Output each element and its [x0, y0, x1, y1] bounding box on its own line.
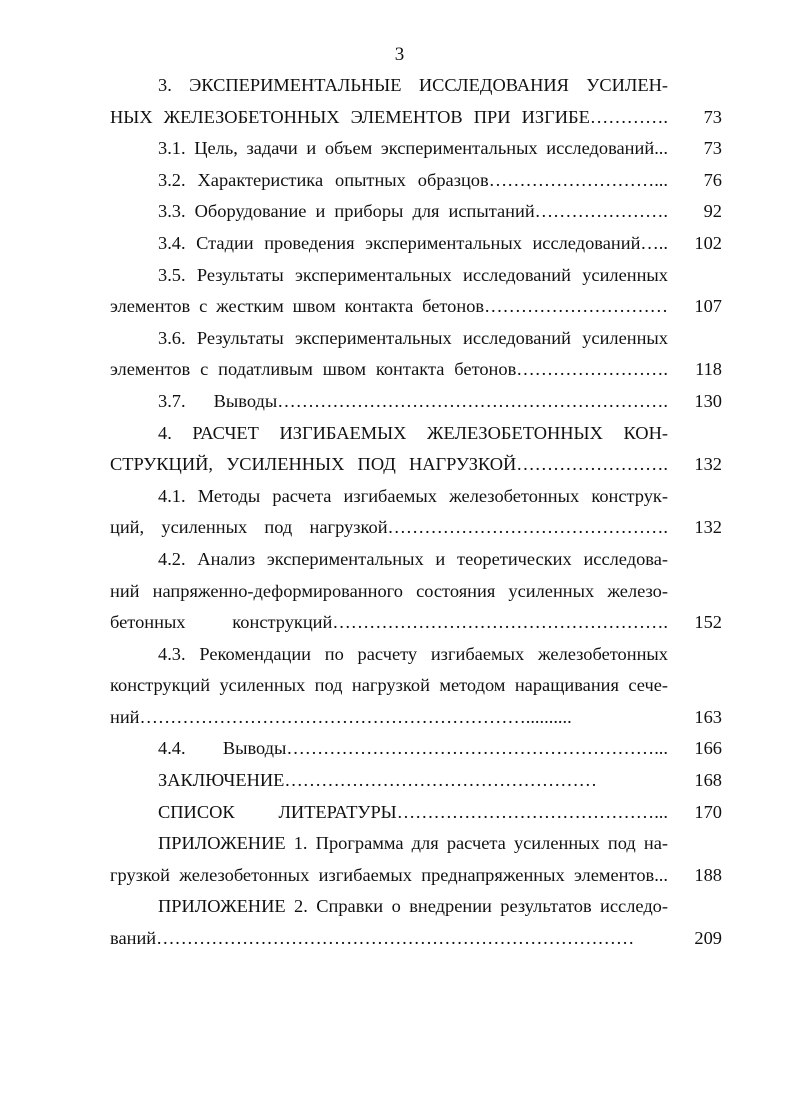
toc-page-number: 76: [703, 169, 722, 190]
toc-line: [110, 165, 722, 197]
toc-entry-text: грузкой железобетонных изгибаемых преднапряженных элементов...: [110, 864, 668, 885]
toc-entry-text: бетонных конструкций……………………………………………….: [110, 612, 668, 633]
toc-line: [110, 260, 722, 292]
toc-line: [110, 70, 722, 102]
toc-line: [110, 228, 722, 260]
toc-page-number: 92: [703, 201, 722, 222]
toc-line: [110, 733, 722, 765]
toc-page-number: 188: [694, 864, 722, 885]
toc-line: [110, 291, 722, 323]
toc-page-number: 209: [694, 928, 722, 949]
toc-page-number: 73: [703, 106, 722, 127]
toc-entry-text: ций, усиленных под нагрузкой……………………………………….: [110, 517, 668, 538]
toc-line: [110, 102, 722, 134]
toc-line: [110, 449, 722, 481]
toc-line: [110, 891, 722, 923]
toc-page-number: 170: [694, 801, 722, 822]
toc-page-number: 130: [694, 390, 722, 411]
toc-line: [110, 418, 722, 450]
toc-entry-text: ПРИЛОЖЕНИЕ 2. Справки о внедрении результатов исследо-: [158, 896, 668, 917]
toc-line: [110, 702, 722, 734]
toc-page-number: 132: [694, 517, 722, 538]
toc-entry-text: СПИСОК ЛИТЕРАТУРЫ……………………………………...: [158, 801, 668, 822]
toc-entry-text: 3. ЭКСПЕРИМЕНТАЛЬНЫЕ ИССЛЕДОВАНИЯ УСИЛЕН-: [158, 75, 668, 95]
table-of-contents: [110, 70, 722, 955]
toc-entry-text: 4.4. Выводы……………………………………………………...: [158, 738, 668, 759]
toc-page-number: 73: [703, 138, 722, 159]
toc-page-number: 132: [694, 454, 722, 475]
toc-line: [110, 133, 722, 165]
toc-line: [110, 354, 722, 386]
toc-page-number: 118: [695, 359, 722, 380]
toc-entry-text: 3.1. Цель, задачи и объем экспериментальных исследований...: [158, 138, 668, 159]
toc-line: [110, 639, 722, 671]
toc-entry-text: элементов с податливым швом контакта бетонов…………………….: [110, 359, 668, 380]
toc-line: [110, 828, 722, 860]
toc-page-number: 168: [694, 770, 722, 791]
toc-line: [110, 923, 722, 955]
toc-line: [110, 323, 722, 355]
toc-entry-text: ЗАКЛЮЧЕНИЕ……………………………………………: [158, 770, 598, 791]
toc-line: [110, 607, 722, 639]
toc-line: [110, 481, 722, 513]
toc-line: [110, 797, 722, 829]
toc-entry-text: 3.7. Выводы……………………………………………………….: [158, 390, 668, 411]
toc-entry-text: 4.3. Рекомендации по расчету изгибаемых железобетонных: [158, 643, 668, 664]
toc-entry-text: 4. РАСЧЕТ ИЗГИБАЕМЫХ ЖЕЛЕЗОБЕТОННЫХ КОН-: [158, 422, 668, 443]
toc-line: [110, 512, 722, 544]
toc-entry-text: 3.4. Стадии проведения экспериментальных исследований…..: [158, 232, 668, 253]
toc-line: [110, 544, 722, 576]
toc-entry-text: 3.3. Оборудование и приборы для испытаний………………….: [158, 201, 668, 222]
toc-line: [110, 860, 722, 892]
toc-entry-text: 4.1. Методы расчета изгибаемых железобетонных конструк-: [158, 485, 668, 506]
toc-page-number: 102: [694, 232, 722, 253]
toc-page-number: 152: [694, 612, 722, 633]
toc-entry-text: конструкций усиленных под нагрузкой методом наращивания сече-: [110, 675, 668, 696]
toc-entry-text: СТРУКЦИЙ, УСИЛЕННЫХ ПОД НАГРУЗКОЙ…………………….: [110, 454, 668, 475]
toc-page-number: 163: [694, 706, 722, 727]
toc-entry-text: ний напряженно-деформированного состояния усиленных железо-: [110, 580, 668, 601]
toc-page-number: 166: [694, 738, 722, 759]
toc-entry-text: 3.6. Результаты экспериментальных исследований усиленных: [158, 327, 668, 348]
page-number: 3: [394, 44, 405, 65]
toc-entry-text: ний………………………………………………………..........: [110, 706, 572, 727]
toc-line: [110, 576, 722, 608]
toc-entry-text: элементов с жестким швом контакта бетонов…………………………: [110, 296, 668, 317]
toc-entry-text: 4.2. Анализ экспериментальных и теоретических исследова-: [158, 548, 668, 569]
toc-page-number: 107: [694, 296, 722, 317]
toc-entry-text: НЫХ ЖЕЛЕЗОБЕТОННЫХ ЭЛЕМЕНТОВ ПРИ ИЗГИБЕ………….: [110, 106, 668, 127]
toc-entry-text: ваний……………………………………………………………………: [110, 928, 635, 949]
toc-entry-text: 3.5. Результаты экспериментальных исследований усиленных: [158, 264, 668, 285]
toc-line: [110, 386, 722, 418]
toc-entry-text: 3.2. Характеристика опытных образцов………………………...: [158, 169, 668, 190]
toc-line: [110, 765, 722, 797]
toc-line: [110, 670, 722, 702]
toc-entry-text: ПРИЛОЖЕНИЕ 1. Программа для расчета усиленных под на-: [158, 833, 668, 854]
toc-line: [110, 196, 722, 228]
